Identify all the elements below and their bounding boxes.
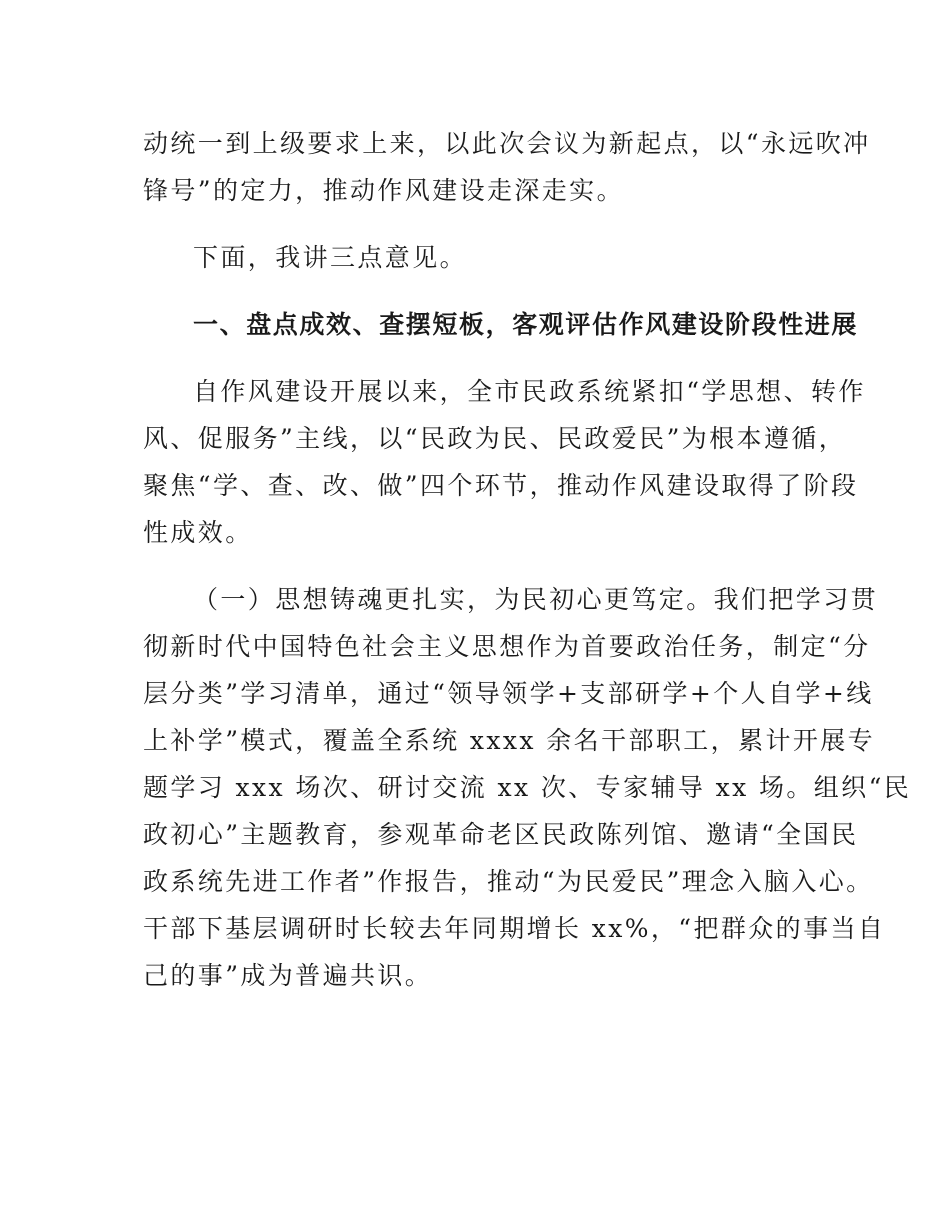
text-line: 干部下基层调研时长较去年同期增长 xx%，“把群众的事当自 (143, 914, 886, 943)
text-line: （一）思想铸魂更扎实，为民初心更笃定。我们把学习贯 (193, 585, 879, 614)
text-line: 自作风建设开展以来，全市民政系统紧扣“学思想、转作 (193, 377, 866, 406)
text-line: 彻新时代中国特色社会主义思想作为首要政治任务，制定“分 (143, 632, 871, 661)
text-line: 动统一到上级要求上来，以此次会议为新起点，以“永远吹冲 (143, 129, 871, 158)
text-line: 聚焦“学、查、改、做”四个环节，推动作风建设取得了阶段 (143, 471, 859, 500)
document-body (143, 120, 912, 999)
heading-text: 一、盘点成效、查摆短板，客观评估作风建设阶段性进展 (193, 310, 859, 339)
text-line: 锋号”的定力，推动作风建设走深走实。 (143, 176, 624, 205)
text-line: 题学习 xxx 场次、研讨交流 xx 次、专家辅导 xx 场。组织“民 (143, 773, 912, 802)
text-line: 政系统先进工作者”作报告，推动“为民爱民”理念入脑入心。 (143, 867, 874, 896)
text-line: 风、促服务”主线，以“民政为民、民政爱民”为根本遵循， (143, 424, 847, 453)
section-heading (143, 301, 859, 348)
text-line: 政初心”主题教育，参观革命老区民政陈列馆、邀请“全国民 (143, 820, 859, 849)
text-line: 层分类”学习清单，通过“领导领学+支部研学+个人自学+线 (143, 679, 874, 708)
text-line: 性成效。 (143, 518, 253, 547)
paragraph-transition (143, 234, 843, 281)
paragraph-intro (143, 120, 871, 214)
text-line: 己的事”成为普遍共识。 (143, 961, 433, 990)
text-line: 上补学”模式，覆盖全系统 xxxx 余名干部职工，累计开展专 (143, 726, 876, 755)
text-line: 下面，我讲三点意见。 (193, 243, 468, 272)
paragraph-point-one (143, 576, 912, 999)
paragraph-overview (143, 368, 866, 556)
